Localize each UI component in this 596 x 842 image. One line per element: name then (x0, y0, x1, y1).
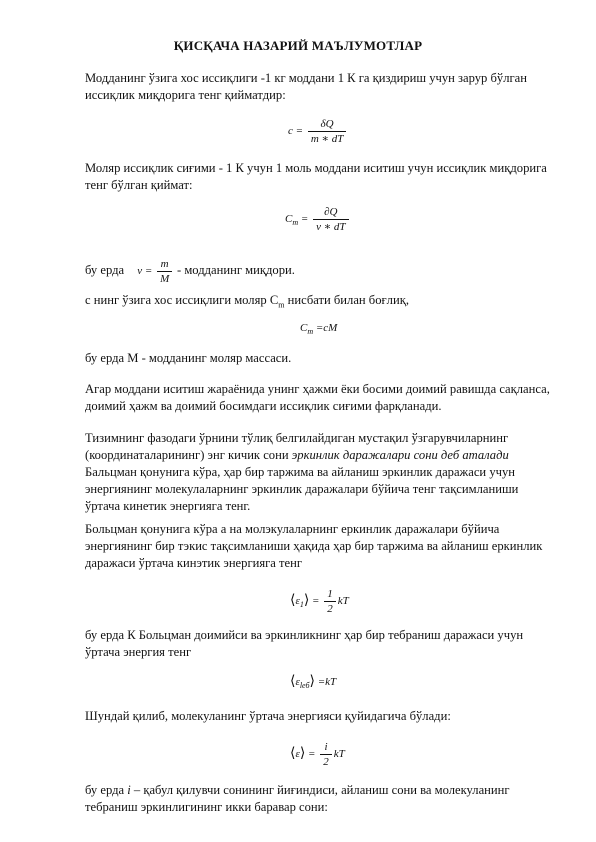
formula-fraction (313, 206, 348, 233)
text-emphasis: эркинлик даражалари сони деб аталади (291, 448, 509, 462)
formula-lhs: ν = (137, 265, 153, 278)
formula-average-energy (290, 741, 345, 768)
text-sub: m (278, 300, 285, 310)
text-pre: с нинг ўзига хос иссиқлиги моляр С (85, 293, 279, 307)
paragraph-i-definition (85, 782, 555, 816)
text-post: - модданинг миқдори. (176, 263, 295, 278)
formula-denominator: m ∗ dT (310, 133, 344, 145)
formula-eq: = (305, 748, 316, 761)
formula-numerator: ∂Q (313, 206, 348, 220)
formula-lhs: c = (288, 125, 304, 138)
formula-specific-heat (288, 118, 348, 145)
paragraph-amount-of-substance (85, 258, 555, 285)
paragraph-degrees-of-freedom (85, 430, 555, 515)
formula-rhs: kT (337, 595, 349, 608)
formula-lhs-sub: m (307, 327, 314, 337)
formula-rhs: kT (333, 748, 345, 761)
text-emphasis: i (127, 783, 131, 797)
formula-fraction (157, 258, 172, 285)
angle-right: ⟩ (299, 746, 306, 762)
angle-left: ⟨ (290, 674, 296, 689)
formula-relation (300, 322, 337, 338)
formula-amount (137, 258, 177, 285)
formula-rhs: =cM (313, 322, 338, 334)
formula-epsilon: ε (295, 676, 300, 688)
text-pre: бу ерда (85, 263, 125, 278)
formula-fraction (308, 118, 347, 145)
formula-fraction (320, 741, 332, 768)
formula-numerator: m (157, 258, 172, 272)
angle-left: ⟨ (290, 593, 296, 609)
formula-epsilon: ε (295, 595, 300, 608)
formula-numerator: δQ (308, 118, 347, 132)
paragraph-boltzmann-law: Больцман қонунига кўра а на молэкулаларнинг еркинлик даражалари бўйича энергиянинг бир тэкис тақсимланиши ҳақида ҳар бир таржима ва айланиш еркинлик даражаси ўртача кинэтик энергияга тенг (85, 522, 543, 570)
paragraph-molar-heat-capacity: Моляр иссиқлик сиғими - 1 К учун 1 моль моддани иситиш учун иссиқлик миқдорига тенг бўлган қиймат: (85, 161, 547, 192)
formula-denominator: 2 (327, 603, 333, 615)
formula-rhs: =kT (314, 676, 337, 688)
formula-sub: 1 (299, 600, 304, 610)
formula-translational-energy (290, 588, 349, 615)
paragraph-molar-mass: бу ерда М - модданинг моляр массаси. (85, 351, 292, 365)
formula-denominator: 2 (323, 756, 329, 768)
text-post: – қабул қилувчи сонининг йиғиндиси, айланиш сони ва молекуланинг тебраниш эркинлигининг икки баравар сони: (85, 783, 510, 814)
paragraph-average-energy: Шундай қилиб, молекуланинг ўртача энергияси қуйидагича бўлади: (85, 709, 451, 723)
text-pre: Тизимнинг фазодаги ўрнини тўлиқ белгилайдиган мустақил ўзгарувчиларнинг (координаталарининг) энг кичик сони (85, 431, 509, 462)
paragraph-vibrational-energy: бу ерда К Больцман доимийси ва эркинликнинг ҳар бир тебраниш даражаси учун ўртача энергия тенг (85, 628, 524, 659)
formula-lhs-base: C (300, 322, 308, 334)
formula-numerator: i (320, 741, 332, 755)
text-pre: бу ерда (85, 783, 128, 797)
formula-eq: = (298, 213, 309, 226)
formula-epsilon: ε (295, 748, 300, 761)
page-title: ҚИСҚАЧА НАЗАРИЙ МАЪЛУМОТЛАР (173, 38, 423, 53)
formula-fraction (324, 588, 336, 615)
formula-molar-heat-capacity (285, 206, 351, 233)
paragraph-specific-heat: Модданинг ўзига хос иссиқлиги -1 кг моддани 1 К га қиздириш учун зарур бўлган иссиқлик миқдорига тенг қийматдир: (85, 71, 527, 102)
formula-lhs-sub: m (292, 218, 299, 228)
formula-denominator: ν ∗ dT (316, 221, 346, 233)
paragraph-constant-volume-pressure: Агар моддани иситиш жараёнида унинг ҳажми ёки босими доимий равишда сақланса, доимий ҳажм ва доимий босимдаги иссиқлик сиғими фарқланади. (85, 382, 550, 413)
formula-denominator: M (160, 273, 170, 285)
angle-right: ⟩ (309, 674, 315, 689)
angle-right: ⟩ (303, 593, 310, 609)
formula-lhs-base: C (285, 213, 293, 226)
angle-left: ⟨ (290, 746, 296, 762)
text-post: Бальцман қонунига кўра, ҳар бир таржима ва айланиш эркинлик даражаси учун энергиянинг молекулаларнинг эркинлик даражалари бўйича тенг тақсимланиши ўртача кинетик энергияга тенг. (85, 465, 519, 513)
formula-vibrational-energy (290, 676, 336, 692)
paragraph-relation (85, 292, 555, 314)
formula-numerator: 1 (324, 588, 336, 602)
formula-sub: lеб (299, 681, 310, 691)
text-post: нисбати билан боғлиқ, (284, 293, 409, 307)
formula-eq: = (309, 595, 320, 608)
